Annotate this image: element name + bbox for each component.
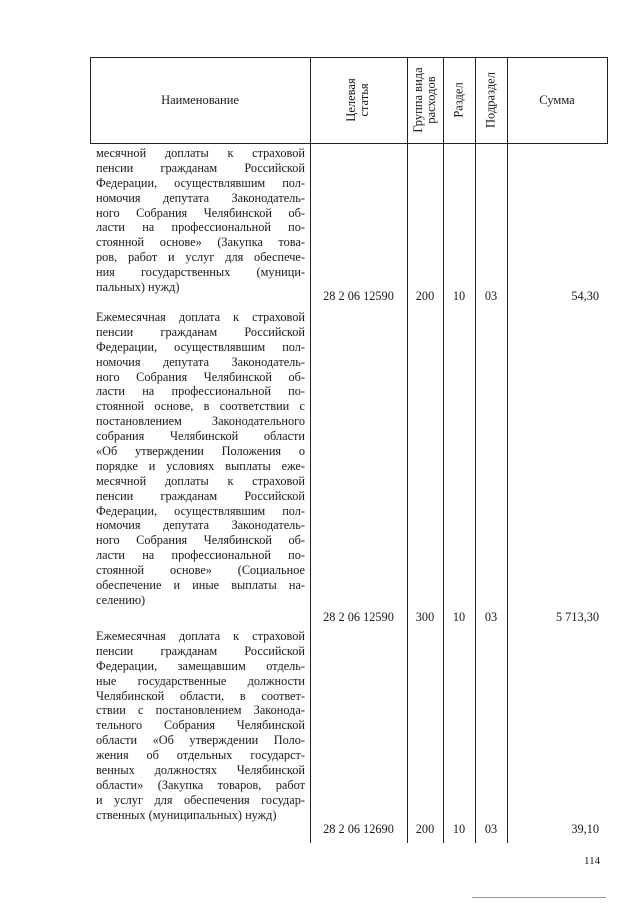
text-line: пенсии гражданам Российской (96, 488, 305, 503)
text-line: ласти на профессиональной по- (96, 220, 305, 235)
row-2-description (96, 310, 305, 608)
text-line: Федерации, осуществлявшим пол- (96, 175, 305, 190)
col-border-group (443, 57, 444, 843)
col-border-right (607, 57, 608, 143)
text-line: собрания Челябинской области (96, 429, 305, 444)
text-line: Федерации, осуществлявшим пол- (96, 503, 305, 518)
text-line: пенсии гражданам Российской (96, 160, 305, 175)
row-2-group: 300 (415, 610, 435, 624)
row-1-group: 200 (415, 289, 435, 303)
header-target (345, 78, 371, 121)
text-line: ласти на профессиональной по- (96, 548, 305, 563)
text-line: ного Собрания Челябинской об- (96, 205, 305, 220)
col-border-name (310, 57, 311, 843)
text-line: ния государственных (муници- (96, 265, 305, 280)
text-line: Ежемесячная доплата к страховой (96, 629, 305, 643)
text-line: ные государственные должности (96, 673, 305, 688)
text-line: области» (Закупка товаров, работ (96, 777, 305, 792)
row-2-sum: 5 713,30 (555, 610, 599, 624)
text-line: ров, работ и услуг для обеспече- (96, 250, 305, 265)
header-subsection: Подраздел (483, 72, 498, 128)
text-line: Челябинской области, в соответ- (96, 688, 305, 703)
row-3-description (96, 629, 305, 823)
header-group-line2: расходов (424, 76, 438, 124)
row-1-sum: 54,30 (571, 289, 599, 303)
header-group (412, 67, 438, 132)
text-line: порядке и условиях выплаты еже- (96, 458, 305, 473)
text-line: номочия депутата Законодатель- (96, 190, 305, 205)
row-3-target: 28 2 06 12690 (323, 822, 394, 836)
text-line: Федерации, осуществлявшим пол- (96, 339, 305, 354)
text-line: обеспечение и иные выплаты на- (96, 578, 305, 593)
text-line: стоянной основе» (Социальное (96, 563, 305, 578)
text-line: «Об утверждении Положения о (96, 444, 305, 459)
row-3-subsection: 03 (484, 822, 498, 836)
row-1-subsection: 03 (484, 289, 498, 303)
row-1-target: 28 2 06 12590 (323, 289, 394, 303)
header-sum: Сумма (539, 93, 575, 107)
text-line: пенсии гражданам Российской (96, 324, 305, 339)
page-number: 114 (584, 855, 601, 867)
text-line: номочия депутата Законодатель- (96, 518, 305, 533)
text-line: тельного Собрания Челябинской (96, 718, 305, 733)
text-line: и услуг для обеспечения государ- (96, 792, 305, 807)
row-1-description (96, 146, 305, 295)
header-target-line1: Целевая (344, 78, 358, 122)
col-border-target (407, 57, 408, 843)
text-line: венных должностях Челябинской (96, 763, 305, 778)
col-border-section (475, 57, 476, 843)
row-2-subsection: 03 (484, 610, 498, 624)
row-3-group: 200 (415, 822, 435, 836)
text-line: пальных) нужд) (96, 280, 180, 295)
text-line: ласти на профессиональной по- (96, 384, 305, 399)
footer-rule (472, 897, 606, 898)
text-line: Федерации, замещавшим отдель- (96, 658, 305, 673)
header-group-line1: Группа вида (411, 67, 425, 133)
header-bottom-border (90, 143, 608, 144)
header-section: Раздел (451, 82, 466, 118)
text-line: номочия депутата Законодатель- (96, 354, 305, 369)
text-line: пенсии гражданам Российской (96, 643, 305, 658)
text-line: области «Об утверждении Поло- (96, 733, 305, 748)
row-1-section: 10 (452, 289, 466, 303)
text-line: Ежемесячная доплата к страховой (96, 310, 305, 324)
text-line: месячной доплаты к страховой (96, 473, 305, 488)
text-line: ствии с постановлением Законода- (96, 703, 305, 718)
text-line: ного Собрания Челябинской об- (96, 369, 305, 384)
row-3-section: 10 (452, 822, 466, 836)
table-top-border (90, 57, 608, 58)
text-line: ного Собрания Челябинской об- (96, 533, 305, 548)
text-line: селению) (96, 592, 146, 607)
text-line: стоянной основе, в соответствии с (96, 399, 305, 414)
text-line: постановлением Законодательного (96, 414, 305, 429)
text-line: ственных (муниципальных) нужд) (96, 807, 277, 822)
col-border-subsection (507, 57, 508, 843)
text-line: жения об отдельных государст- (96, 748, 305, 763)
row-2-section: 10 (452, 610, 466, 624)
text-line: месячной доплаты к страховой (96, 146, 305, 160)
header-name: Наименование (161, 93, 239, 107)
row-3-sum: 39,10 (571, 822, 599, 836)
text-line: стоянной основе» (Закупка това- (96, 235, 305, 250)
row-2-target: 28 2 06 12590 (323, 610, 394, 624)
header-target-line2: статья (357, 83, 371, 117)
